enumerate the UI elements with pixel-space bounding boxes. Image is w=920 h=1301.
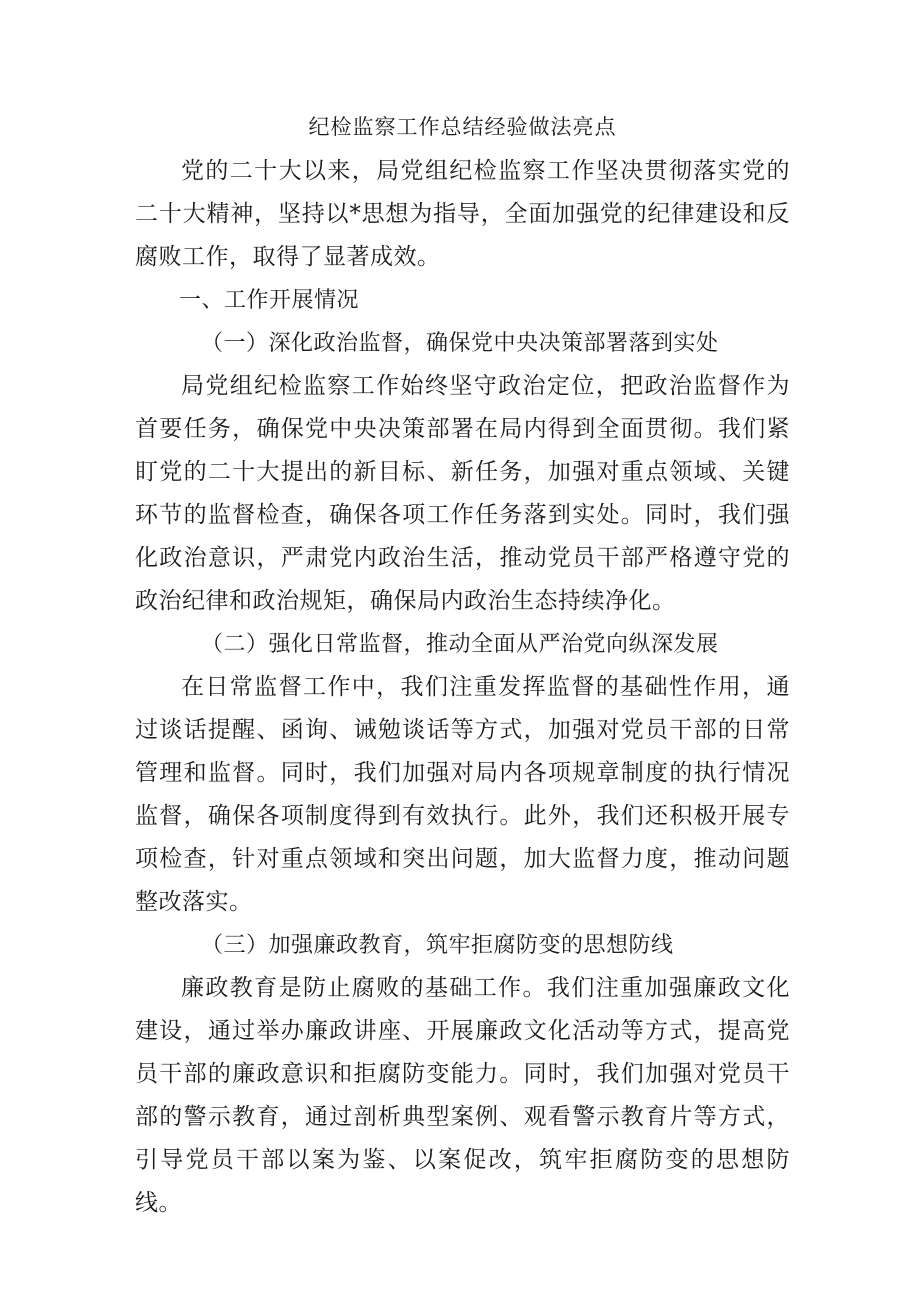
subsection-body-3: 廉政教育是防止腐败的基础工作。我们注重加强廉政文化建设，通过举办廉政讲座、开展廉政文化活动等方式，提高党员干部的廉政意识和拒腐防变能力。同时，我们加强对党员干部的警示教育，通过剖析典型案例、观看警示教育片等方式，引导党员干部以案为鉴、以案促改，筑牢拒腐防变的思想防线。 (135, 975, 790, 1216)
section-heading: 一、工作开展情况 (179, 288, 360, 313)
subsection-heading-2: （二）强化日常监督，推动全面从严治党向纵深发展 (201, 632, 719, 657)
subsection-body-1: 局党组纪检监察工作始终坚守政治定位，把政治监督作为首要任务，确保党中央决策部署在局内得到全面贯彻。我们紧盯党的二十大提出的新目标、新任务，加强对重点领域、关键环节的监督检查，确保各项工作任务落到实处。同时，我们强化政治意识，严肃党内政治生活，推动党员干部严格遵守党的政治纪律和政治规矩，确保局内政治生态持续净化。 (135, 373, 790, 614)
subsection-heading-1: （一）深化政治监督，确保党中央决策部署落到实处 (201, 331, 719, 356)
subsection-body-2: 在日常监督工作中，我们注重发挥监督的基础性作用，通过谈话提醒、函询、诫勉谈话等方式，加强对党员干部的日常管理和监督。同时，我们加强对局内各项规章制度的执行情况监督，确保各项制度得到有效执行。此外，我们还积极开展专项检查，针对重点领域和突出问题，加大监督力度，推动问题整改落实。 (135, 674, 790, 915)
intro-paragraph: 党的二十大以来，局党组纪检监察工作坚决贯彻落实党的二十大精神，坚持以*思想为指导，全面加强党的纪律建设和反腐败工作，取得了显著成效。 (135, 158, 790, 270)
document-page (135, 112, 790, 1225)
subsection-heading-3: （三）加强廉政教育，筑牢拒腐防变的思想防线 (201, 933, 674, 958)
document-title: 纪检监察工作总结经验做法亮点 (308, 115, 617, 139)
